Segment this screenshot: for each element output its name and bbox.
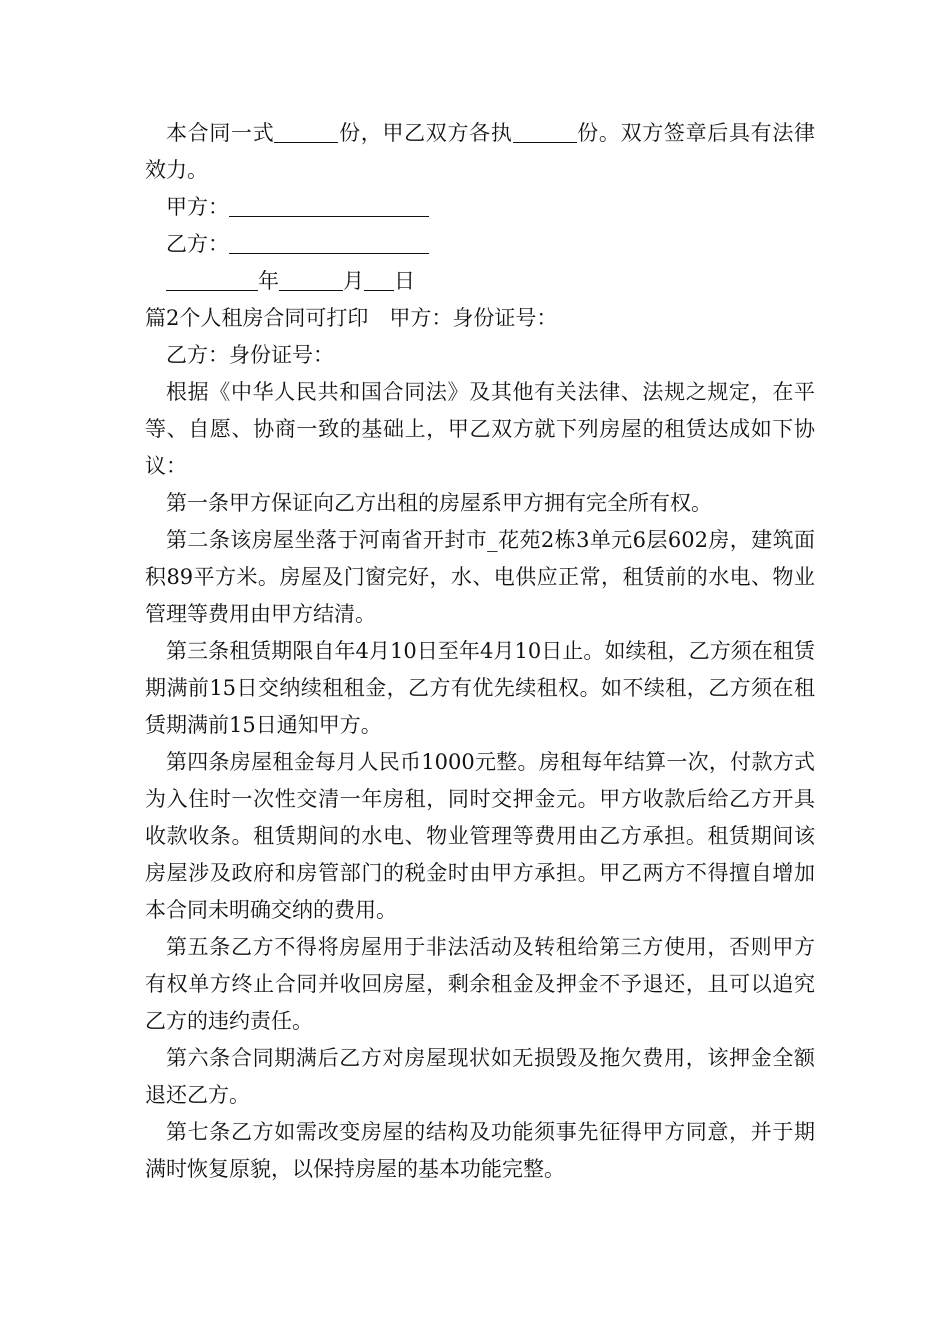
party-b-id-line: 乙方：身份证号： <box>166 343 334 367</box>
copies-each-blank <box>513 118 577 143</box>
party-a-signature-blank <box>229 192 429 217</box>
preamble-paragraph: 根据《中华人民共和国合同法》及其他有关法律、法规之规定，在平等、自愿、协商一致的基础上，甲乙双方就下列房屋的租赁达成如下协议： <box>145 380 815 478</box>
article-5: 第五条乙方不得将房屋用于非法活动及转租给第三方使用，否则甲方有权单方终止合同并收回房屋，剩余租金及押金不予退还，且可以追究乙方的违约责任。 <box>145 935 815 1033</box>
day-blank <box>364 266 394 291</box>
copies-text-1: 本合同一式 <box>166 121 275 145</box>
article-4: 第四条房屋租金每月人民币1000元整。房租每年结算一次，付款方式为入住时一次性交清一年房租，同时交押金元。甲方收款后给乙方开具收款收条。租赁期间的水电、物业管理等费用由乙方承担。租赁期间该房屋涉及政府和房管部门的税金时由甲方承担。甲乙两方不得擅自增加本合同未明确交纳的费用。 <box>145 750 815 922</box>
month-label: 月 <box>343 269 364 293</box>
month-blank <box>279 266 343 291</box>
signature-date <box>145 263 815 300</box>
party-b-label: 乙方： <box>166 232 229 256</box>
article-3: 第三条租赁期限自年4月10日至年4月10日止。如续租，乙方须在租赁期满前15日交纳续租租金，乙方有优先续租权。如不续租，乙方须在租赁期满前15日通知甲方。 <box>145 639 815 737</box>
copies-text-3: 份。双方签章后具有法律效力。 <box>145 121 816 182</box>
section-heading: 篇2个人租房合同可打印 甲方：身份证号： <box>145 306 558 330</box>
party-b-signature-blank <box>229 229 429 254</box>
day-label: 日 <box>394 269 415 293</box>
article-6: 第六条合同期满后乙方对房屋现状如无损毁及拖欠费用，该押金全额退还乙方。 <box>145 1046 815 1107</box>
signature-party-b <box>145 226 815 263</box>
copies-total-blank <box>274 118 338 143</box>
copies-clause <box>145 115 815 189</box>
copies-text-2: 份，甲乙双方各执 <box>338 121 513 145</box>
article-2: 第二条该房屋坐落于河南省开封市_花苑2栋3单元6层602房，建筑面积89平方米。房屋及门窗完好，水、电供应正常，租赁前的水电、物业管理等费用由甲方结清。 <box>145 528 815 626</box>
party-a-label: 甲方： <box>166 195 229 219</box>
article-1: 第一条甲方保证向乙方出租的房屋系甲方拥有完全所有权。 <box>166 491 712 515</box>
article-7: 第七条乙方如需改变房屋的结构及功能须事先征得甲方同意，并于期满时恢复原貌，以保持房屋的基本功能完整。 <box>145 1120 815 1181</box>
document-body <box>145 115 815 1188</box>
year-label: 年 <box>258 269 279 293</box>
year-blank <box>166 266 258 291</box>
signature-party-a <box>145 189 815 226</box>
